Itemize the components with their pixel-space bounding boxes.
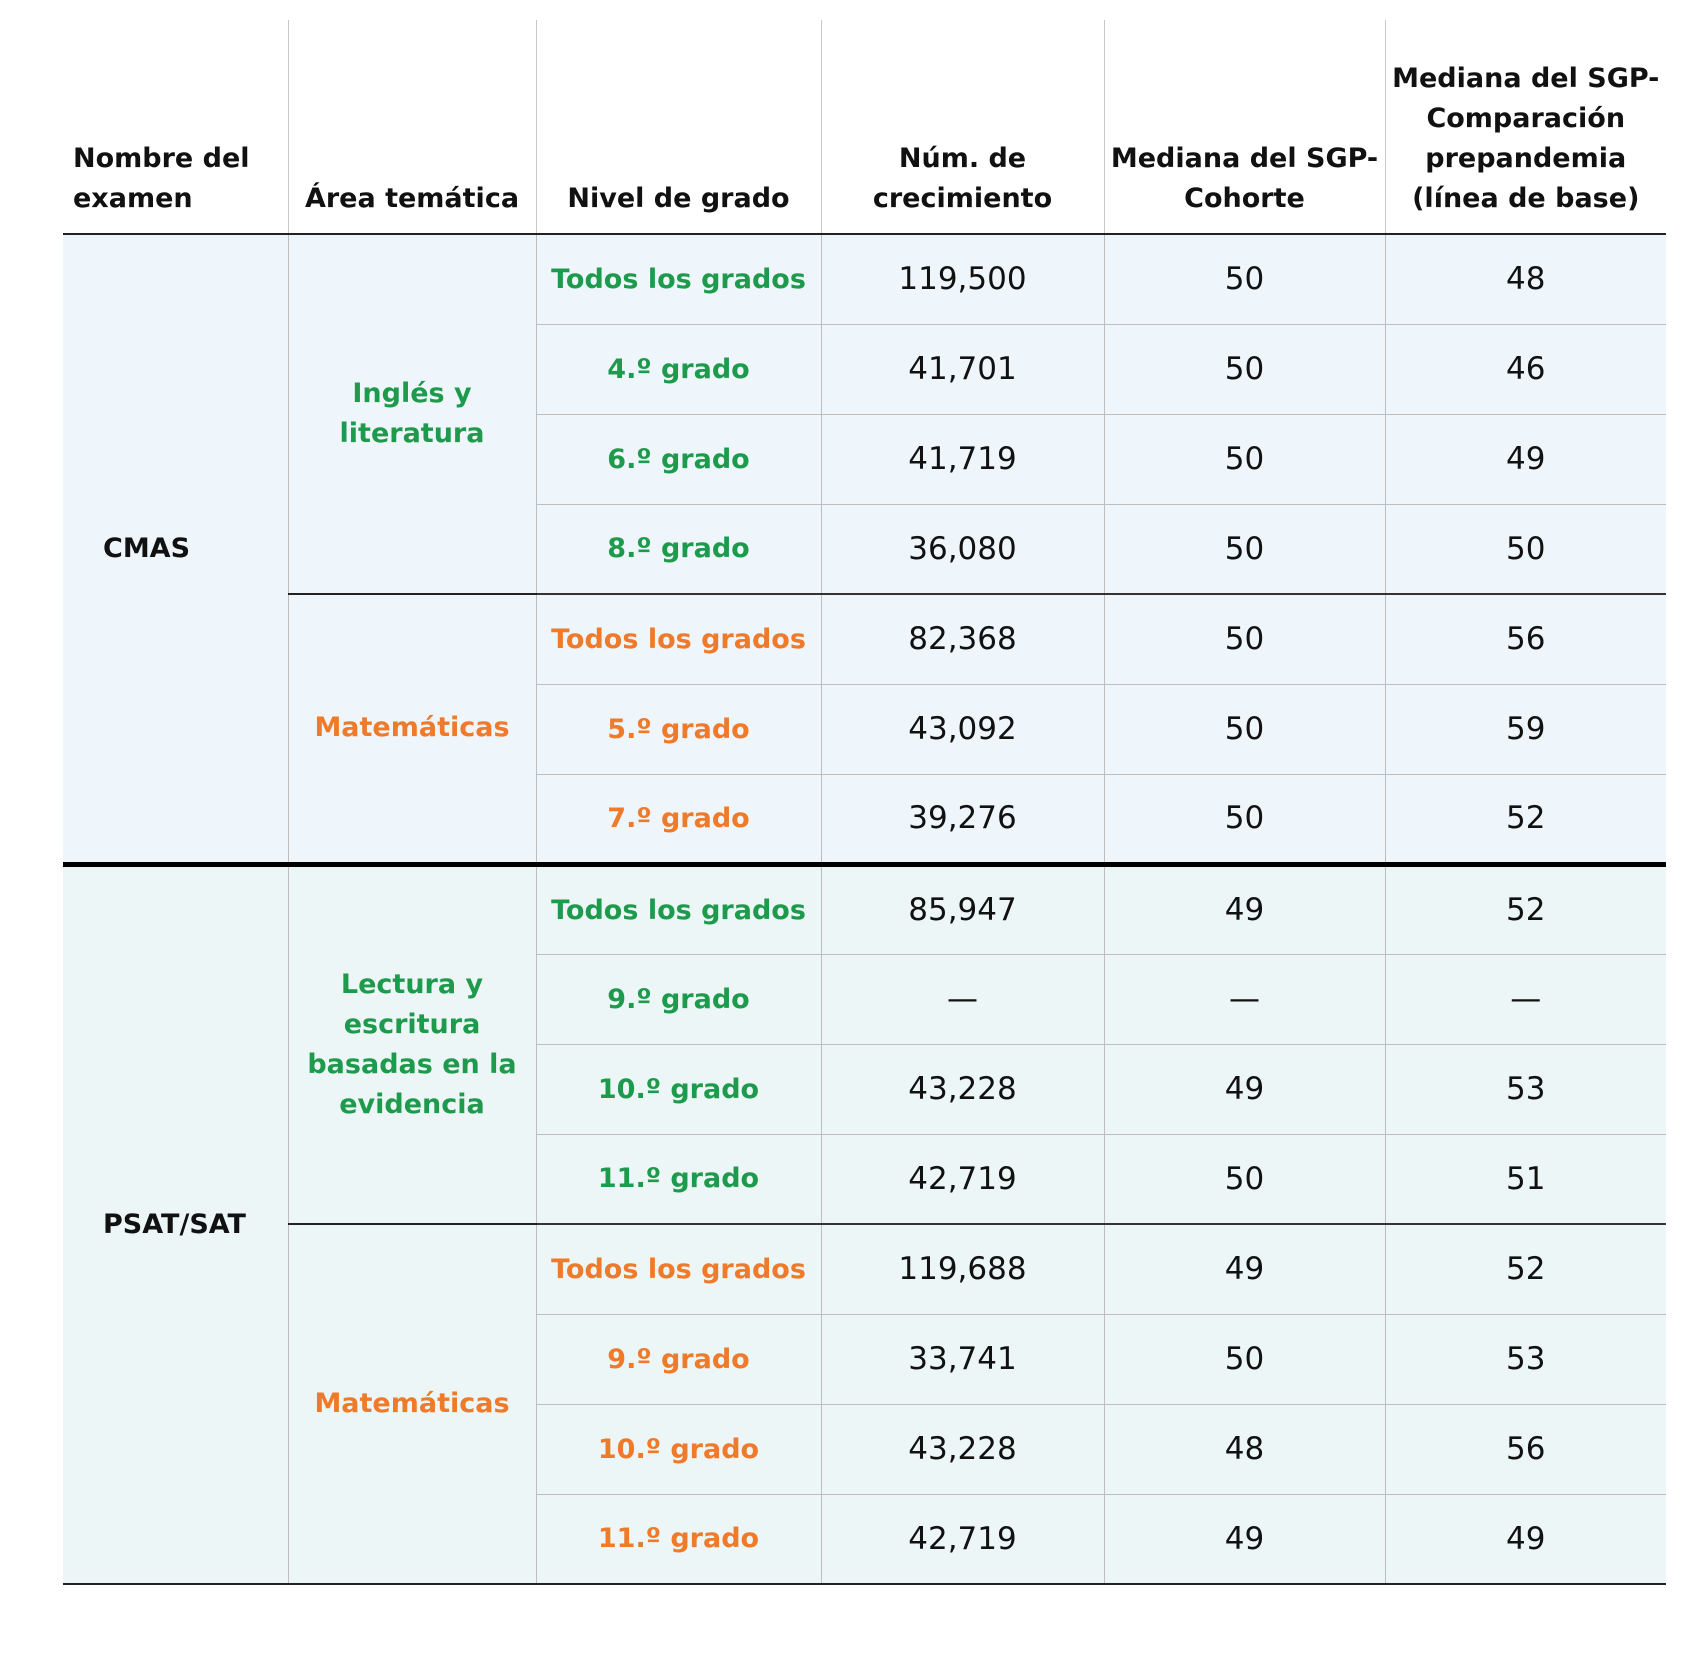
grade-cell: 4.º grado xyxy=(536,324,821,414)
cohort-cell: 49 xyxy=(1104,1224,1385,1314)
baseline-cell: 53 xyxy=(1385,1314,1666,1404)
sgp-results-table xyxy=(63,20,1666,1585)
cohort-cell: 48 xyxy=(1104,1404,1385,1494)
grade-cell: 8.º grado xyxy=(536,504,821,594)
growth-cell: 85,947 xyxy=(821,864,1104,954)
header-row xyxy=(63,20,1666,234)
grade-cell: Todos los grados xyxy=(536,234,821,324)
sgp-table-container xyxy=(63,20,1666,1585)
growth-cell: 119,500 xyxy=(821,234,1104,324)
grade-cell: 6.º grado xyxy=(536,414,821,504)
subject-name: Matemáticas xyxy=(288,594,536,864)
grade-cell: Todos los grados xyxy=(536,1224,821,1314)
subject-name: Matemáticas xyxy=(288,1224,536,1584)
cohort-cell: 50 xyxy=(1104,1314,1385,1404)
grade-cell: Todos los grados xyxy=(536,864,821,954)
cohort-cell: 50 xyxy=(1104,324,1385,414)
baseline-cell: 46 xyxy=(1385,324,1666,414)
table-row xyxy=(63,864,1666,954)
growth-cell: — xyxy=(821,954,1104,1044)
growth-cell: 82,368 xyxy=(821,594,1104,684)
header-growth: Núm. de crecimiento xyxy=(821,20,1104,234)
baseline-cell: 52 xyxy=(1385,864,1666,954)
table-row xyxy=(63,594,1666,684)
growth-cell: 41,719 xyxy=(821,414,1104,504)
grade-cell: 11.º grado xyxy=(536,1494,821,1584)
baseline-cell: 49 xyxy=(1385,1494,1666,1584)
subject-name: Lectura y escritura basadas en la evidencia xyxy=(288,864,536,1224)
cohort-cell: 49 xyxy=(1104,1044,1385,1134)
growth-cell: 43,092 xyxy=(821,684,1104,774)
baseline-cell: 48 xyxy=(1385,234,1666,324)
growth-cell: 42,719 xyxy=(821,1494,1104,1584)
cohort-cell: 50 xyxy=(1104,234,1385,324)
growth-cell: 43,228 xyxy=(821,1404,1104,1494)
header-subject: Área temática xyxy=(288,20,536,234)
growth-cell: 119,688 xyxy=(821,1224,1104,1314)
grade-cell: 9.º grado xyxy=(536,1314,821,1404)
baseline-cell: 56 xyxy=(1385,594,1666,684)
baseline-cell: 53 xyxy=(1385,1044,1666,1134)
baseline-cell: 50 xyxy=(1385,504,1666,594)
growth-cell: 42,719 xyxy=(821,1134,1104,1224)
cohort-cell: — xyxy=(1104,954,1385,1044)
grade-cell: 7.º grado xyxy=(536,774,821,864)
grade-cell: 10.º grado xyxy=(536,1404,821,1494)
growth-cell: 36,080 xyxy=(821,504,1104,594)
cohort-cell: 50 xyxy=(1104,774,1385,864)
grade-cell: 5.º grado xyxy=(536,684,821,774)
exam-group-psat-sat xyxy=(63,864,1666,1584)
grade-cell: 9.º grado xyxy=(536,954,821,1044)
baseline-cell: 51 xyxy=(1385,1134,1666,1224)
baseline-cell: 52 xyxy=(1385,774,1666,864)
header-sgp-cohort: Mediana del SGP- Cohorte xyxy=(1104,20,1385,234)
growth-cell: 39,276 xyxy=(821,774,1104,864)
cohort-cell: 50 xyxy=(1104,684,1385,774)
cohort-cell: 50 xyxy=(1104,1134,1385,1224)
growth-cell: 43,228 xyxy=(821,1044,1104,1134)
exam-name: PSAT/SAT xyxy=(63,864,288,1584)
grade-cell: 11.º grado xyxy=(536,1134,821,1224)
growth-cell: 41,701 xyxy=(821,324,1104,414)
grade-cell: Todos los grados xyxy=(536,594,821,684)
table-row xyxy=(63,234,1666,324)
cohort-cell: 50 xyxy=(1104,414,1385,504)
subject-name: Inglés y literatura xyxy=(288,234,536,594)
cohort-cell: 49 xyxy=(1104,1494,1385,1584)
exam-name: CMAS xyxy=(63,234,288,864)
header-grade: Nivel de grado xyxy=(536,20,821,234)
growth-cell: 33,741 xyxy=(821,1314,1104,1404)
cohort-cell: 50 xyxy=(1104,594,1385,684)
baseline-cell: 49 xyxy=(1385,414,1666,504)
header-exam: Nombre del examen xyxy=(63,20,288,234)
baseline-cell: — xyxy=(1385,954,1666,1044)
baseline-cell: 52 xyxy=(1385,1224,1666,1314)
grade-cell: 10.º grado xyxy=(536,1044,821,1134)
cohort-cell: 50 xyxy=(1104,504,1385,594)
header-sgp-prepandemic: Mediana del SGP- Comparación prepandemia (línea de base) xyxy=(1385,20,1666,234)
table-row xyxy=(63,1224,1666,1314)
exam-group-cmas xyxy=(63,234,1666,864)
baseline-cell: 56 xyxy=(1385,1404,1666,1494)
baseline-cell: 59 xyxy=(1385,684,1666,774)
cohort-cell: 49 xyxy=(1104,864,1385,954)
